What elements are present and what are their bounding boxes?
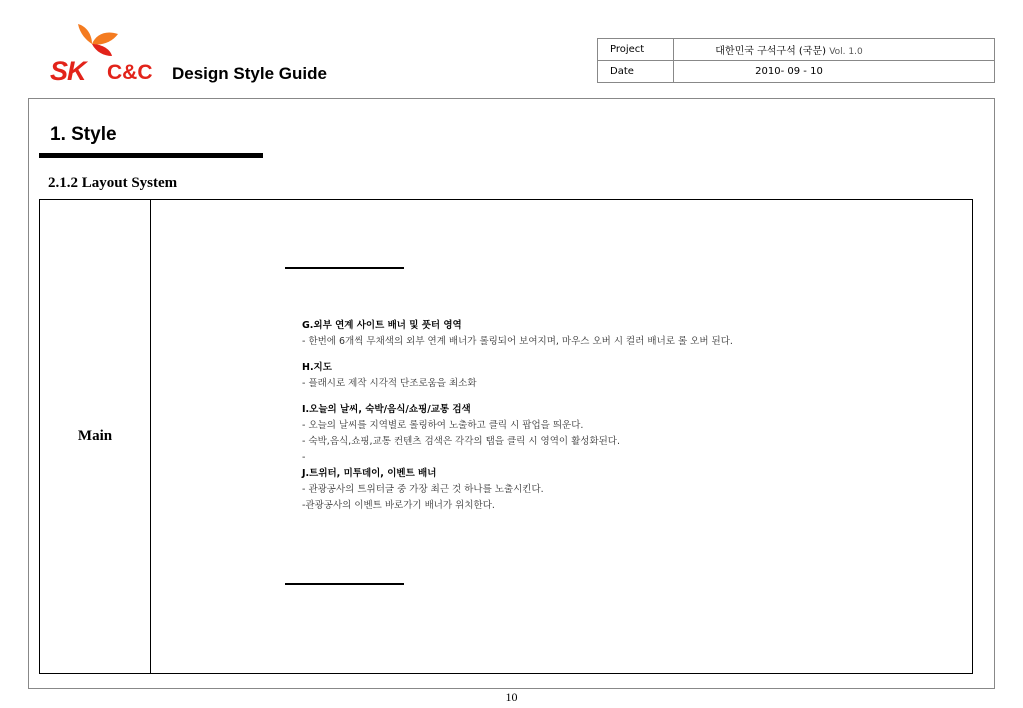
row-label-main: Main bbox=[77, 428, 113, 444]
section-title-underline bbox=[39, 153, 263, 158]
section-title: 1. Style bbox=[50, 124, 117, 145]
layout-table-column-divider bbox=[150, 199, 151, 674]
logo-cc-text: C&C bbox=[107, 61, 153, 84]
project-value-cell bbox=[674, 39, 995, 61]
subsection-title: 2.1.2 Layout System bbox=[48, 175, 178, 191]
item-heading: G.외부 연계 사이트 배너 및 풋터 영역 bbox=[302, 320, 462, 331]
company-logo bbox=[48, 22, 158, 88]
item-line: - 관광공사의 트위터글 중 가장 최근 것 하나를 노출시킨다. bbox=[302, 484, 544, 495]
content-divider-top bbox=[285, 267, 404, 269]
item-line: - bbox=[302, 452, 306, 463]
content-divider-bottom bbox=[285, 583, 404, 585]
page-number: 10 bbox=[505, 690, 518, 704]
item-line: - 플래시로 제작 시각적 단조로움을 최소화 bbox=[302, 378, 477, 389]
project-row bbox=[598, 39, 995, 61]
date-value: 2010- 09 - 10 bbox=[674, 61, 995, 83]
item-heading: J.트위터, 미투데이, 이벤트 배너 bbox=[302, 468, 437, 479]
layout-description bbox=[302, 318, 902, 514]
item-line: - 숙박,음식,쇼핑,교통 컨텐츠 검색은 각각의 탭을 클릭 시 영역이 활성화된다. bbox=[302, 436, 620, 447]
date-label: Date bbox=[598, 61, 674, 83]
item-line: -관광공사의 이벤트 바로가기 배너가 위치한다. bbox=[302, 500, 495, 511]
logo-sk-text: SK bbox=[50, 56, 86, 86]
project-info-table bbox=[597, 38, 995, 83]
project-value: 대한민국 구석구석 (국문) bbox=[715, 46, 827, 57]
project-label: Project bbox=[598, 39, 674, 61]
item-heading: I.오늘의 날씨, 숙박/음식/쇼핑/교통 검색 bbox=[302, 404, 471, 415]
date-row bbox=[598, 61, 995, 83]
item-line: - 오늘의 날씨를 지역별로 롤링하여 노출하고 클릭 시 팝업을 띄운다. bbox=[302, 420, 584, 431]
item-line: - 한번에 6개씩 무채색의 외부 연계 배너가 롤링되어 보여지며, 마우스 오버 시 컬러 배너로 롤 오버 된다. bbox=[302, 336, 733, 347]
project-version: Vol. 1.0 bbox=[829, 47, 863, 57]
document-title: Design Style Guide bbox=[172, 64, 327, 83]
item-heading: H.지도 bbox=[302, 362, 332, 373]
